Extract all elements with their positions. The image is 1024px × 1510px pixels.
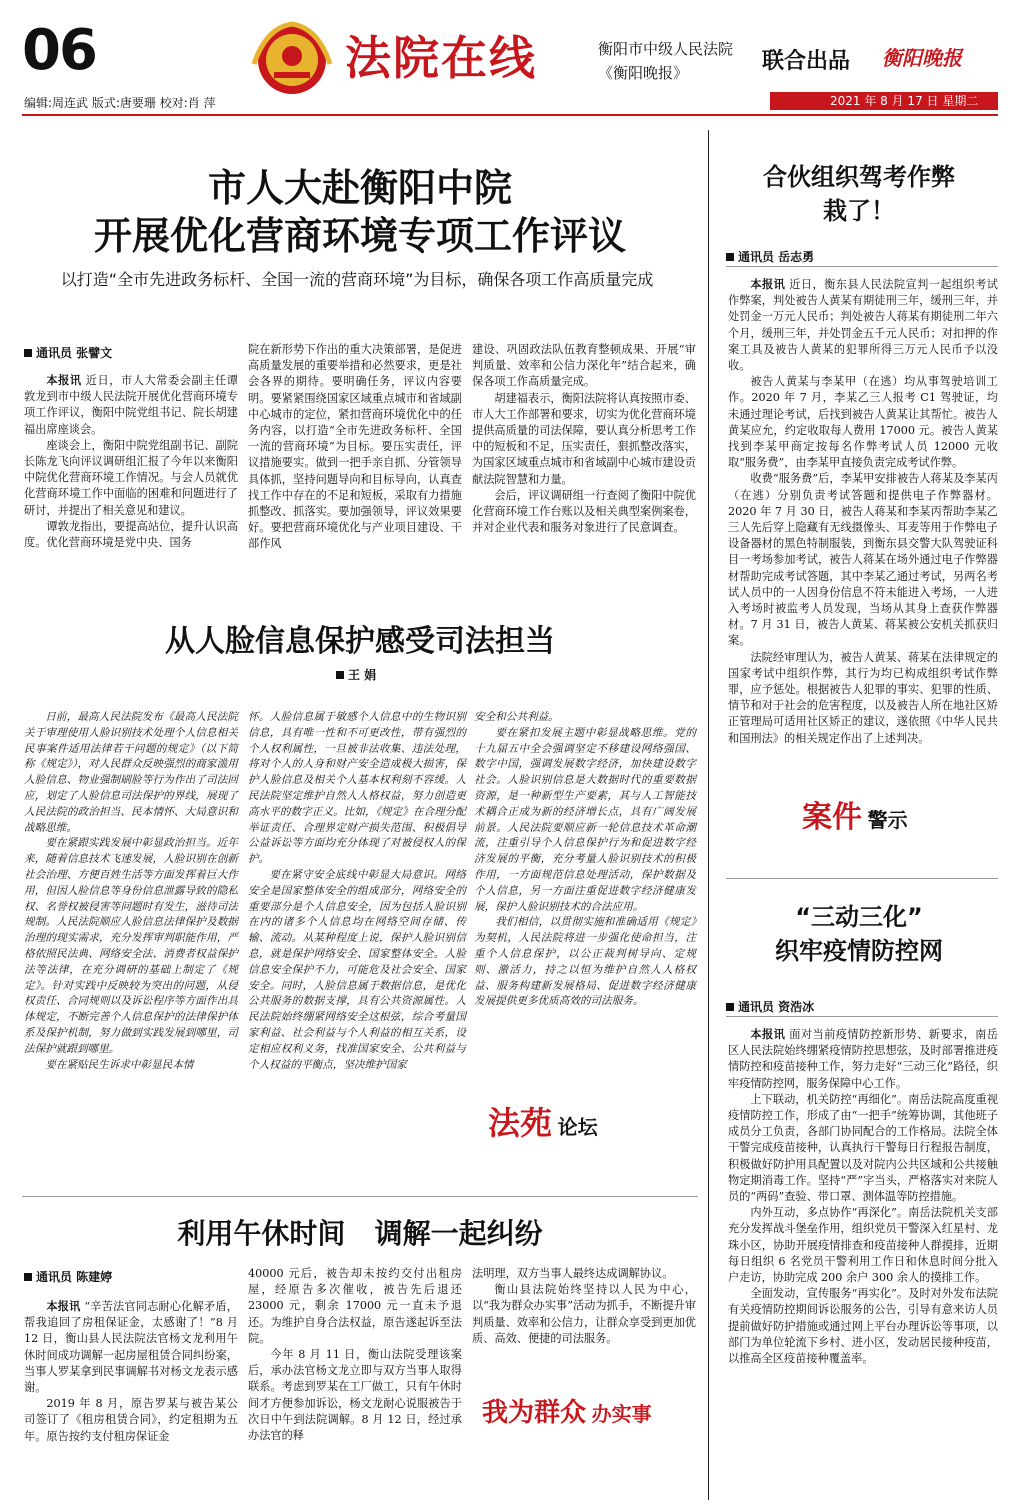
- article3-para6: 衡山县法院始终坚持以人民为中心，以“我为群众办实事”活动为抓手，不断提升审判质量、效率和公信力，让群众享受到更加优质、高效、便捷的司法服务。: [472, 1283, 697, 1345]
- article5-title-line1: “三动三化”: [795, 903, 923, 931]
- article5-lead: 本报讯: [750, 1027, 786, 1041]
- article1-title-line1: 市人大赴衡阳中院: [207, 166, 512, 210]
- article1-byline: 通讯员 张譬文: [24, 344, 112, 361]
- article1-para4: 院在新形势下作出的重大决策部署，是促进高质量发展的重要举措和必然要求，更是社会各界的期待。要明确任务，评议内容要明。要紧紧围绕国家区域重点城市和省域副中心城市的定位，紧扣营商环境优化中的任务内容，以打造“全市先进政务标杆、全国一流的营商环境”为目标。要压实责任，评议措施要实。做到一把手亲自抓、分管领导具体抓，坚持问题导向和目标导向，认真查找工作中存在的不足和短板，采取有力措施抓整改、抓落实。要加强领导，评议效果要好。要把营商环境优化与产业项目建设、干部作风: [248, 343, 462, 551]
- column-divider: [708, 130, 709, 1500]
- joint-production: 联合出品: [762, 49, 851, 74]
- editor-credits: 编辑:周连武 版式:唐要珊 校对:肖 萍: [24, 96, 216, 110]
- article3-para3: 40000 元后，被告却未按约交付出租房屋，经原告多次催收，被告先后退还 23000 元，剩余 17000 元一直未予退还。为维护自身合法权益，原告遂起诉至法院。: [248, 1267, 462, 1345]
- article4-para4: 法院经审理认为，被告人黄某、蒋某在法律规定的国家考试中组织作弊，其行为均已构成组织考试作弊罪，应予惩处。根据被告人犯罪的事实、犯罪的性质、情节和对于社会的危害程度，以及被告人所在地社区矫正管理局可适用社区矫正的建议，遂依照《中华人民共和国刑法》的相关规定作出了上述判决。: [728, 650, 998, 745]
- forum-badge-main: 法苑: [488, 1104, 553, 1142]
- article4-title-line2: 栽了！: [823, 197, 895, 225]
- article4-para1: 近日，衡东县人民法院宣判一起组织考试作弊案，判处被告人黄某有期徒刑三年，缓刑三年，并处罚金一万元人民币；判处被告人蒋某有期徒刑二年六个月，缓刑三年，并处罚金五千元人民币；对扣押的作案工具及被告人黄某的犯罪所得三万元人民币予以没收。: [728, 278, 998, 373]
- article3-para1: “辛苦法官同志耐心化解矛盾，帮我追回了房租保证金，太感谢了！”8 月 12 日，衡山县人民法院法官杨文龙利用午休时间成功调解一起房屋租赁合同纠纷案，当事人罗某拿到民事调解书对杨文龙表示感谢。: [24, 1300, 238, 1395]
- article3-column3: [472, 1266, 696, 1347]
- court-emblem-icon: [248, 20, 336, 98]
- case-warning-badge: [798, 790, 912, 838]
- article5-body: [728, 1026, 998, 1367]
- article4-title-line1: 合伙组织驾考作弊: [763, 163, 955, 191]
- article4-para2: 被告人黄某与李某甲（在逃）均从事驾驶培训工作。2020 年 7 月，李某乙三人报考 C1 驾驶证，均未通过理论考试，后找到被告人黄某让其帮忙。被告人黄某应允，约定收取每人费用 17000 元。被告人黄某找到李某甲商定按每名作弊考试人员 12000 元收取“服务费”，由李某甲直接负责完成考试作弊。: [728, 375, 998, 470]
- article2-para7: 要在紧扣发展主题中彰显战略思维。党的十九届五中全会强调坚定不移建设网络强国、数字中国，强调发展数字经济，加快建设数字社会。人脸识别信息是大数据时代的重要数据资源，是一种新型生产要素，其与人工智能技术耦合正成为新的经济增长点，具有广阔发展前景。人民法院要顺应新一轮信息技术革命潮流，注重引导个人信息保护行为和促进数字经济发展的平衡，充分考量人脸识别技术的积极作用，一方面规范信息处理活动，保护数据及个人信息，另一方面注重促进数字经济健康发展，保护人脸识别技术的合法应用。: [474, 726, 696, 913]
- forum-badge-sub: 论坛: [557, 1115, 598, 1139]
- article5-headline: [718, 900, 1000, 968]
- article3-para4: 今年 8 月 11 日，衡山法院受理该案后，承办法官杨文龙立即与双方当事人取得联系。考虑到罗某在工厂做工，只有午休时间才方便参加诉讼，杨文龙耐心说服被告于次日中午到法院调解。8 月 12 日，经过承办法官的释: [248, 1348, 462, 1443]
- article5-title-line2: 织牢疫情防控网: [775, 937, 943, 965]
- article5-para1: 面对当前疫情防控新形势、新要求，南岳区人民法院始终绷紧疫情防控思想弦，及时部署推进疫情防控和疫苗接种工作，努力走好“三动三化”路径，织牢疫情防控网，服务保障中心工作。: [728, 1028, 998, 1090]
- article5-para4: 全面发动，宣传服务“再实化”。及时对外发布法院有关疫情防控期间诉讼服务的公告，引导有意来访人员提前做好防护措施或通过网上平台办理诉讼等事项，以部门为单位轮流下乡村、进小区，发动居民接种疫苗，以推高全区疫苗接种覆盖率。: [728, 1287, 998, 1366]
- article2-para8: 我们相信，以贯彻实施和准确适用《规定》为契机，人民法院将进一步强化使命担当，注重个人信息保护，以公正裁判树导向、定规则、激活力，持之以恒为维护自然人人格权益、服务构建新发展格局、促进数字经济健康发展提供更多优质高效的司法服务。: [474, 916, 696, 1008]
- article4-lead: 本报讯: [750, 277, 786, 291]
- article1-column1: [24, 372, 238, 551]
- article2-para4: 怀。人脸信息属于敏感个人信息中的生物识别信息，具有唯一性和不可更改性，带有强烈的个人权利属性，一旦被非法收集、违法处理，将对个人的人身和财产安全造成极大损害，保护人脸信息及相关个人基本权利刻不容缓。人民法院坚定维护自然人人格权益，努力创造更高水平的数字正义。比如，《规定》在合理分配举证责任、合理界定财产损失范围、积极倡导公益诉讼等方面均充分体现了对被侵权人的保护。: [248, 711, 466, 866]
- article2-para6: 安全和公共利益。: [474, 711, 559, 723]
- article1-title-line2: 开展优化营商环境专项工作评议: [93, 214, 626, 258]
- article2-para2: 要在紧跟实践发展中彰显政治担当。近年来，随着信息技术飞速发展，人脸识别在创新社会治理、方便百姓生活等方面发挥着巨大作用，但因人脸信息等身份信息泄露导致的隐私权、名誉权被侵害等问题时有发生，滋待司法规制。人民法院顺应人脸信息法律保护及数据治理的现实需求，充分发挥审判职能作用，严格依照民法典、网络安全法、消费者权益保护法等法律，在充分调研的基础上制定了《规定》。针对实践中反映较为突出的问题，从侵权责任、合同规则以及诉讼程序等方面作出具体规定，不断完善个人信息保护的法律保护体系及保护机制，努力做到实践发展到哪里，司法保护就跟到哪里。: [24, 837, 238, 1055]
- article1-subtitle: 以打造“全市先进政务标杆、全国一流的营商环境”为目标，确保各项工作高质量完成: [60, 270, 654, 289]
- article2-column1: [24, 710, 238, 1073]
- newspaper-name: 《衡阳晚报》: [598, 64, 689, 82]
- section-divider: [22, 1196, 698, 1197]
- article2-para1: 日前，最高人民法院发布《最高人民法院关于审理使用人脸识别技术处理个人信息相关民事案件适用法律若干问题的规定》（以下简称《规定》），对人民群众反映强烈的商家滥用人脸信息、物业强制刷脸等行为作出了司法回应，划定了人脸信息司法保护的界线，展现了人民法院的政治担当、民本情怀、大局意识和战略思维。: [24, 711, 238, 834]
- article1-headline: [22, 164, 698, 260]
- article3-para5: 法明理，双方当事人最终达成调解协议。: [472, 1267, 674, 1280]
- article2-para5: 要在紧守安全底线中彰显大局意识。网络安全是国家整体安全的组成部分，网络安全的重要部分是个人信息安全，因为包括人脸识别在内的诸多个人信息均在网络空间存储、传输、流动。从某种程度上说，保护人脸识别信息，就是保护网络安全、国家整体安全。人脸信息安全保护不力，可能危及社会安全、国家安全。同时，人脸信息属于数据信息，是优化公共服务的数据支撑，具有公共资源属性。人民法院始终绷紧网络安全这根弦，综合考量国家利益、社会利益与个人利益的相互关系，设定相应权利义务，找准国家安全、公共利益与个人权益的平衡点，坚决维护国家: [248, 868, 466, 1071]
- court-name: 衡阳市中级人民法院: [598, 40, 734, 58]
- article3-lead: 本报讯: [46, 1299, 81, 1313]
- article3-column2: [248, 1266, 462, 1444]
- article1-lead: 本报讯: [46, 373, 82, 387]
- article4-headline: [718, 160, 1000, 228]
- article5-para3: 内外互动，多点协作“再深化”。南岳法院机关支部充分发挥战斗堡垒作用，组织党员干警深入红星村、龙珠小区，协助开展疫情排查和疫苗接种人群摸排，近期每日组织 6 名党员干警利用工作日和休息时间分批入户走访，协助完成 200 余户 300 余人的摸排工作。: [728, 1206, 998, 1285]
- section-divider-right: [726, 878, 998, 879]
- article5-byline: 通讯员 资浩冰: [726, 998, 814, 1015]
- column-title: 法院在线: [345, 31, 537, 85]
- article5-byline-rule: [726, 1016, 998, 1017]
- article1-para2: 座谈会上，衡阳中院党组副书记、副院长陈龙飞向评议调研组汇报了今年以来衡阳中院优化营商环境工作情况。与会人员就优化营商环境工作中面临的困难和问题进行了研讨，并提出了相关意见和建议。: [24, 438, 238, 517]
- article4-body: [728, 276, 998, 747]
- serve-people-badge-main: 我为群众: [482, 1398, 587, 1428]
- article3-byline: 通讯员 陈建婷: [24, 1268, 112, 1285]
- newspaper-logo: 衡阳晚报: [882, 46, 962, 70]
- page-number: 06: [22, 18, 96, 83]
- article3-headline: 利用午休时间 调解一起纠纷: [177, 1217, 543, 1250]
- article4-para3: 收费“服务费”后，李某甲安排被告人蒋某及李某丙（在逃）分别负责考试答题和提供电子作弊器材。2020 年 7 月 30 日，被告人蒋某和李某丙帮助李某乙三人先后穿上隐藏有无线摄像头、耳麦等用于作弊电子设备器材的黑色特制服装，到衡东县交警大队驾驶证科目一考场参加考试，被告人蒋某在场外通过电子作弊器材帮助完成考试答题，其中李某乙通过考试，另两名考试人员中的一人因身份信息不符未能进入考场，一人进入考场时被监考人员发现，当场从其身上查获作弊器材。7 月 31 日，被告人黄某、蒋某被公安机关抓获归案。: [728, 472, 998, 648]
- article4-byline-rule: [726, 266, 998, 267]
- header-rule: [22, 114, 998, 116]
- article1-para1: 近日，市人大常委会副主任谭敦龙到市中级人民法院开展优化营商环境专项工作评议，衡阳中院党组书记、院长胡建福出席座谈会。: [24, 374, 238, 436]
- article1-column3: [472, 342, 696, 536]
- article1-para3: 谭敦龙指出，要提高站位，提升认识高度。优化营商环境是党中央、国务: [24, 519, 238, 550]
- case-warning-badge-sub: 警示: [867, 808, 908, 832]
- article3-column1: [24, 1298, 238, 1445]
- serve-people-badge-sub: 办实事: [591, 1402, 652, 1426]
- article2-byline: 王 娟: [336, 666, 376, 683]
- article2-column3: [474, 710, 696, 1010]
- issue-date: 2021 年 8 月 17 日 星期二: [770, 92, 998, 110]
- forum-badge: [488, 1098, 598, 1144]
- article1-para5: 建设、巩固政法队伍教育整顿成果、开展“审判质量、效率和公信力深化年”结合起来，确保各项工作高质量完成。: [472, 343, 696, 389]
- serve-people-badge: [482, 1392, 652, 1429]
- article5-para2: 上下联动，机关防控“再细化”。南岳法院高度重视疫情防控工作，形成了由“一把手”统筹协调，其他班子成员分工负责，各部门协同配合的工作格局。法院全体干警完成疫苗接种，认真执行干警每日行程报告制度，积极做好防护用具配置以及对院内公共区域和公共接触物定期消毒工作。坚持“严”字当头，严格落实对来院人员的“两码”查验、带口罩、测体温等防控措施。: [728, 1092, 998, 1204]
- article3-para2: 2019 年 8 月，原告罗某与被告某公司签订了《租房租赁合同》，约定租期为五年。原告按约支付租房保证金: [24, 1397, 238, 1443]
- article4-byline: 通讯员 岳志勇: [726, 248, 814, 265]
- article2-para3: 要在紧贴民生诉求中彰显民本情: [45, 1058, 194, 1071]
- article1-para7: 会后，评议调研组一行查阅了衡阳中院优化营商环境工作台账以及相关典型案例案卷，并对企业代表和服务对象进行了民意调查。: [472, 488, 696, 535]
- article1-column2: [248, 342, 462, 553]
- article2-column2: [248, 710, 466, 1073]
- case-warning-badge-main: 案件: [802, 800, 862, 835]
- article2-headline: 从人脸信息保护感受司法担当: [165, 624, 555, 659]
- article1-para6: 胡建福表示，衡阳法院将认真按照市委、市人大工作部署和要求，切实为优化营商环境提供高质量的司法保障，要认真分析思考工作中的短板和不足，压实责任，狠抓整改落实，为国家区域重点城市和省域副中心城市建设贡献法院智慧和力量。: [472, 391, 696, 486]
